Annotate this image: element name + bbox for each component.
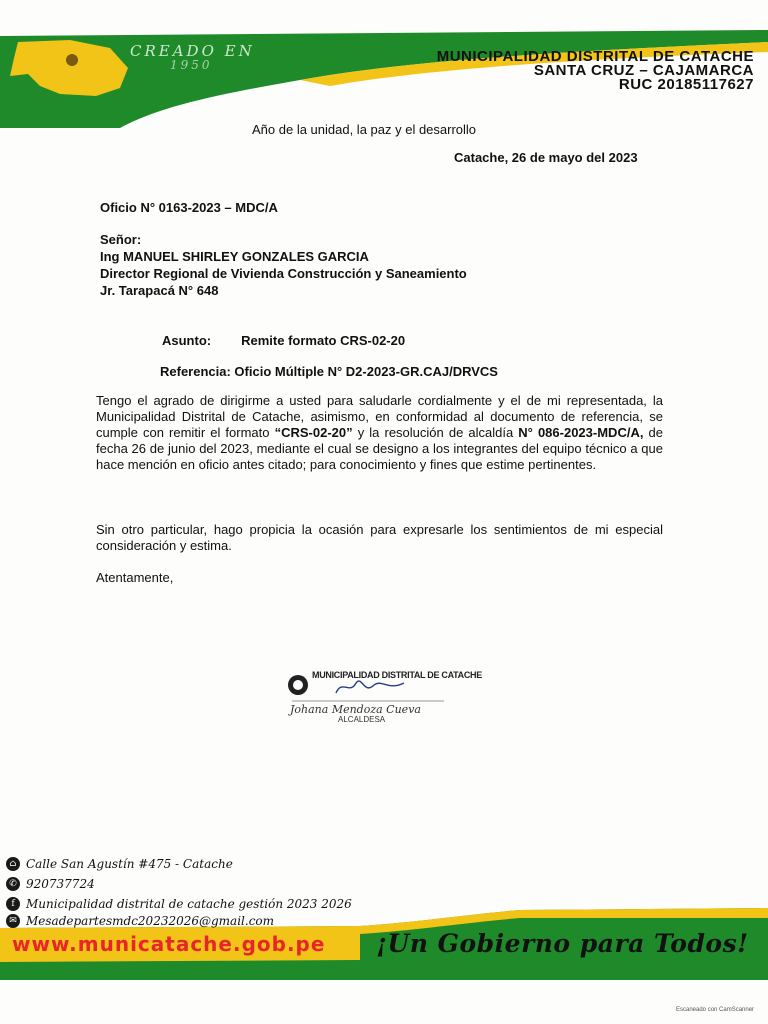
email-icon: ✉	[6, 914, 20, 928]
email-text: Mesadepartesmdc20232026@gmail.com	[26, 914, 275, 928]
title-line-2: SANTA CRUZ – CAJAMARCA	[533, 62, 754, 79]
reference-line: Referencia: Oficio Múltiple N° D2-2023-GR.CAJ/DRVCS	[160, 364, 498, 379]
p1-text-c: y la resolución de alcaldía	[352, 425, 519, 440]
letter-date: Catache, 26 de mayo del 2023	[454, 150, 638, 165]
facebook-icon: f	[6, 897, 20, 911]
contact-facebook	[6, 897, 352, 911]
body-paragraph-2: Sin otro particular, hago propicia la ocasión para expresarle los sentimientos de mi especial consideración y estima.	[96, 522, 663, 553]
address-text: Calle San Agustín #475 - Catache	[26, 857, 233, 871]
body-paragraph-1	[96, 393, 663, 473]
salutation: Señor:	[100, 232, 142, 247]
home-icon: ⌂	[6, 857, 20, 871]
subject-line	[162, 333, 405, 348]
municipality-title	[437, 50, 754, 92]
phone-icon: ✆	[6, 877, 20, 891]
recipient-block	[100, 231, 467, 299]
website-link[interactable]: www.municatache.gob.pe	[12, 932, 326, 956]
stamp-signer-role: ALCALDESA	[338, 715, 386, 724]
oficio-number: Oficio N° 0163-2023 – MDC/A	[100, 200, 278, 215]
p1-text-a: Tengo el agrado de dirigirme a usted para saludarle cordialmente y el de mi representada, la Municipalidad Distrital de Catache, asimismo, en conformidad al documento de referencia, se cumple con remitir el formato	[96, 393, 663, 440]
p1-text-e: de fecha 26 de junio del 2023, mediante el cual se designo a los integrantes del equipo técnico a que hace mención en oficio antes citado; para conocimiento y fines que estime pertinentes.	[96, 425, 663, 472]
phone-text: 920737724	[26, 877, 95, 891]
creado-text: CREADO EN	[130, 42, 255, 60]
p1-resolution-number: N° 086-2023-MDC/A,	[518, 425, 644, 440]
subject-label: Asunto:	[162, 333, 212, 348]
slogan: ¡Un Gobierno para Todos!	[376, 929, 749, 958]
p1-format-code: “CRS-02-20”	[274, 425, 353, 440]
stamp-signer-name: Johana Mendoza Cueva	[290, 703, 421, 716]
title-line-3: RUC 20185117627	[618, 76, 754, 93]
facebook-text: Municipalidad distrital de catache gestión 2023 2026	[26, 897, 352, 911]
title-line-1: MUNICIPALIDAD DISTRITAL DE CATACHE	[436, 48, 754, 65]
year-motto: Año de la unidad, la paz y el desarrollo	[252, 122, 477, 137]
contact-email	[6, 914, 274, 928]
recipient-address: Jr. Tarapacá N° 648	[100, 283, 219, 298]
recipient-name: Ing MANUEL SHIRLEY GONZALES GARCIA	[100, 249, 369, 264]
scanner-watermark: Escaneado con CamScanner	[676, 1007, 755, 1013]
closing: Atentamente,	[96, 570, 174, 585]
contact-address	[6, 857, 233, 871]
recipient-position: Director Regional de Vivienda Construcción y Saneamiento	[100, 266, 467, 281]
contact-phone	[6, 877, 95, 891]
subject-value: Remite formato CRS-02-20	[241, 333, 406, 348]
creado-year: 1950	[170, 58, 213, 72]
stamp-municipality: MUNICIPALIDAD DISTRITAL DE CATACHE	[312, 670, 482, 680]
